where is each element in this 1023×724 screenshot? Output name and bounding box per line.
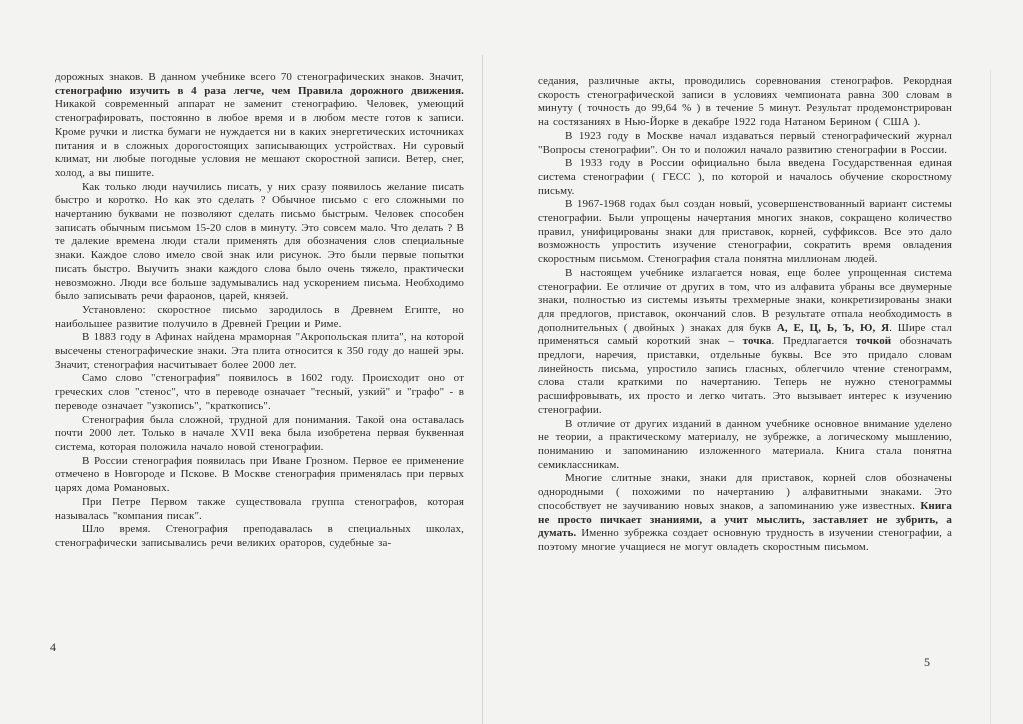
paragraph	[55, 71, 464, 181]
paragraph	[55, 331, 464, 372]
paragraph	[538, 75, 952, 130]
page-gutter-line	[482, 55, 483, 724]
text-run: Как только люди научились писать, у них сразу появилось желание писать быстро и коротко. Но как это сделать ? Обычное письмо с его сложными по начертанию буквами не позволяют сделать письмо быстрым. Человек способен записать обычным письмом 15-20 слов в минуту. Это совсем мало. Что делать ? В те далекие времена люди стали применять для обозначения слов специальные знаки. Каждое слово имело свой знак или рисунок. Это были первые попытки писать быстро. Выучить знаки каждого слова было очень тяжело, практически невозможно. Люди все больше задумывались над ускорением письма. Необходимо было записывать речи фараонов, царей, князей.	[55, 180, 464, 303]
text-run: . Предлагается	[771, 335, 856, 348]
text-run: В России стенография появилась при Иване Грозном. Первое ее применение отмечено в Новгороде и Пскове. В Москве стенография применялась при первых царях дома Романовых.	[55, 454, 464, 495]
paragraph	[55, 304, 464, 331]
text-run: Никакой современный аппарат не заменит стенографию. Человек, умеющий стенографировать, постоянно в любое время и в любом месте готов к записи. Кроме ручки и листка бумаги не нуждается ни в каких энергетических источниках питания и в сложных дорогостоящих записывающих устройствах. Ни суровый климат, ни любые погодные условия не мешают скоростной записи. Ветер, снег, холод, а вы пишите.	[55, 98, 464, 179]
text-run: В настоящем учебнике излагается новая, еще более упрощенная система стенографии. Ее отличие от других в том, что из алфавита убраны все двумерные знаки, полностью из системы изъяты трехмерные знаки, конкретизированы знаки для предлогов, приставок, окончаний слов. В результате отпала необходимость в дополнительных ( двойных ) знаках для букв	[538, 266, 952, 334]
paragraph	[55, 414, 464, 455]
paragraph	[55, 372, 464, 413]
paragraph	[55, 181, 464, 304]
paragraph	[538, 418, 952, 473]
text-run: Шло время. Стенография преподавалась в специальных школах, стенографически записывались речи великих ораторов, судебные за-	[55, 523, 464, 549]
text-run: Именно зубрежка создает основную трудность в изучении стенографии, а поэтому многие учащиеся не могут овладеть скоростным письмом.	[538, 527, 952, 553]
paragraph	[538, 198, 952, 267]
text-run: Многие слитные знаки, знаки для приставок, корней слов обозначены однородными ( похожими по начертанию ) алфавитными знаками. Это способствует не заучиванию новых знаков, а запоминанию уже известных.	[538, 472, 952, 512]
text-run: При Петре Первом также существовала группа стенографов, которая называлась "компания писак".	[55, 495, 464, 522]
text-run: стенографию изучить в 4 раза легче, чем Правила дорожного движения.	[55, 84, 464, 97]
paragraph	[538, 130, 952, 157]
text-run: Стенография была сложной, трудной для понимания. Такой она оставалась почти 2000 лет. Только в начале XVII века была изобретена первая буквенная система, которая положила начало новой стенографии.	[55, 413, 464, 453]
text-run: В 1967-1968 годах был создан новый, усовершенствованный вариант системы стенографии. Были упрощены начертания многих знаков, сокращено количество правил, унифицированы знаки для приставок, корней, суффиксов. Все это дало возможность упростить изучение стенографии, сократить время овладения скоростным письмом. Стенография стала понятна миллионам людей.	[538, 198, 952, 266]
right-page-text	[538, 75, 952, 555]
paragraph	[55, 496, 464, 523]
text-run: седания, различные акты, проводились соревнования стенографов. Рекордная скорость стенографической записи в условиях чемпионата равна 300 словам в минуту ( точность до 99,64 % ) в течение 5 минут. Результат продемонстрирован на состязаниях в Нью-Йорке в декабре 1922 года Натаном Берином ( США ).	[538, 75, 952, 129]
text-run: В 1933 году в России официально была введена Государственная единая система стенографии ( ГЕСС ), по которой и началось обучение скоростному письму.	[538, 157, 952, 197]
paragraph	[55, 455, 464, 496]
paragraph	[55, 523, 464, 550]
text-run: обозначать предлоги, наречия, приставки, отдельные буквы. Все это придало словам линейность письма, упростило запись гласных, облегчило чтение стенограмм, слова стали краткими по начертанию. Теперь не нужно стенограммы расшифровывать, их просто и легко читать. Это вызывает интерес к изучению стенографии.	[538, 335, 953, 416]
text-run: дорожных знаков. В данном учебнике всего 70 стенографических знаков. Значит,	[55, 71, 464, 83]
page-edge-line	[990, 70, 991, 724]
text-run: . Шире стал применяться самый короткий знак –	[538, 321, 952, 348]
paragraph	[538, 267, 952, 418]
text-run: В 1883 году в Афинах найдена мраморная "Акропольская плита", на которой высечены стенографические знаки. Эта плита относится к 350 году до нашей эры. Значит, стенография насчитывает более 2000 лет.	[55, 331, 464, 371]
text-run: В 1923 году в Москве начал издаваться первый стенографический журнал "Вопросы стенографии". Он то и положил начало развитию стенографии в России.	[538, 129, 952, 156]
text-run: А, Е, Ц, Ь, Ъ, Ю, Я	[776, 321, 890, 334]
left-page-number: 4	[50, 640, 56, 654]
text-run: В отличие от других изданий в данном учебнике основное внимание уделено не теории, а практическому материалу, не зубрежке, а логическому мышлению, пониманию и запоминанию изложенного материала. Книга стала понятна семиклассникам.	[538, 417, 952, 471]
text-run: точка	[742, 335, 772, 348]
text-run: точкой	[855, 335, 892, 348]
text-run: Книга не просто пичкает знаниями, а учит мыслить, заставляет не зубрить, а думать.	[538, 499, 952, 540]
left-page-text	[55, 71, 464, 551]
text-run: Само слово "стенография" появилось в 1602 году. Происходит оно от греческих слов "стенос", что в переводе означает "тесный, узкий" и "графо" - в переводе означает "узкопись", "краткопись".	[55, 372, 464, 412]
right-page-number: 5	[924, 655, 930, 669]
paragraph	[538, 472, 952, 554]
text-run: Установлено: скоростное письмо зародилось в Древнем Египте, но наибольшее развитие получило в Древней Греции и Риме.	[55, 303, 464, 330]
paragraph	[538, 157, 952, 198]
